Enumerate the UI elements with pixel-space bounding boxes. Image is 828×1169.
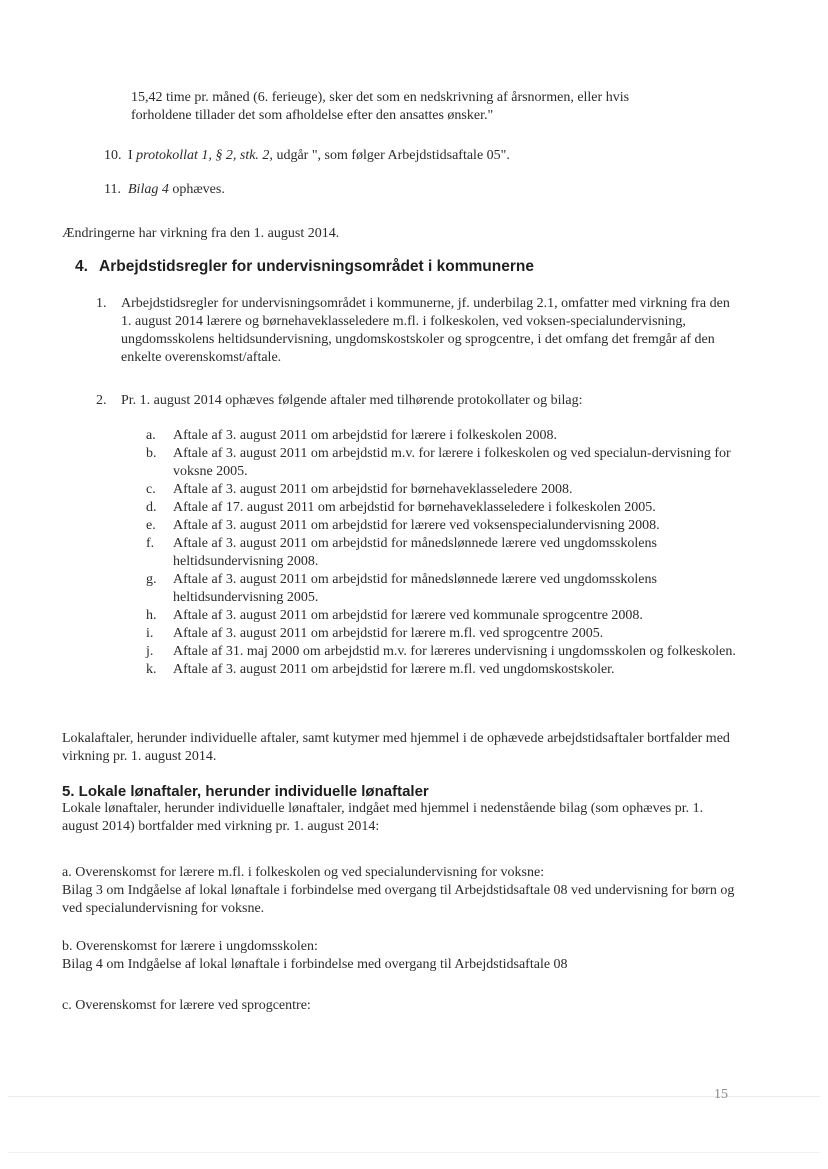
continuation-line-1: 15,42 time pr. måned (6. ferieuge), sker det som en nedskrivning af årsnormen, eller hvis xyxy=(131,90,630,105)
section-4-paragraph-1 xyxy=(96,295,736,367)
section-number: 4. xyxy=(75,258,88,275)
list-item xyxy=(146,571,736,607)
list-letter: b. xyxy=(146,446,157,461)
item-number: 10. xyxy=(104,148,122,163)
list-letter: f. xyxy=(146,536,155,551)
subsection-heading: c. Overenskomst for lærere ved sprogcentre: xyxy=(62,998,311,1013)
list-item xyxy=(146,481,736,499)
list-item xyxy=(146,535,736,571)
list-item-11 xyxy=(104,181,724,199)
item-italic-ref: Bilag 4 xyxy=(128,182,169,197)
list-item xyxy=(146,661,736,679)
section-4-heading xyxy=(75,258,755,276)
section-title: Arbejdstidsregler for undervisningsområdet i kommunerne xyxy=(99,258,534,275)
paragraph-text: Pr. 1. august 2014 ophæves følgende aftaler med tilhørende protokollater og bilag: xyxy=(121,393,583,408)
item-prefix: I xyxy=(128,148,137,163)
subsection-heading: a. Overenskomst for lærere m.fl. i folkeskolen og ved specialundervisning for voksne: xyxy=(62,865,545,880)
list-text: Aftale af 3. august 2011 om arbejdstid for lærere m.fl. ved sprogcentre 2005. xyxy=(173,626,604,641)
repealed-agreements-list xyxy=(146,427,736,679)
list-letter: j. xyxy=(146,644,154,659)
section-5-body: Lokale lønaftaler, herunder individuelle lønaftaler, indgået med hjemmel i nedenstående bilag (som ophæves pr. 1. august 2014) bortfalder med virkning pr. 1. august 2014: xyxy=(62,801,704,834)
item-number: 11. xyxy=(104,182,121,197)
list-letter: d. xyxy=(146,500,157,515)
page-number: 15 xyxy=(714,1087,728,1102)
subsection-heading: b. Overenskomst for lærere i ungdomsskolen: xyxy=(62,939,318,954)
list-text: Aftale af 17. august 2011 om arbejdstid for børnehaveklasseledere i folkeskolen 2005. xyxy=(173,500,656,515)
list-text: Aftale af 31. maj 2000 om arbejdstid m.v. for læreres undervisning i ungdomsskolen og folkeskolen. xyxy=(173,644,736,659)
change-effect-note: Ændringerne har virkning fra den 1. august 2014. xyxy=(62,226,340,241)
item-suffix: udgår ", som følger Arbejdstidsaftale 05". xyxy=(272,148,510,163)
list-item xyxy=(146,445,736,481)
list-text: Aftale af 3. august 2011 om arbejdstid m.v. for lærere i folkeskolen og ved specialun-dervisning for voksne 2005. xyxy=(173,446,731,479)
item-italic-ref: protokollat 1, § 2, stk. 2, xyxy=(136,148,273,163)
list-item xyxy=(146,643,736,661)
list-letter: e. xyxy=(146,518,156,533)
list-letter: i. xyxy=(146,626,154,641)
list-item xyxy=(146,607,736,625)
list-letter: k. xyxy=(146,662,157,677)
section-5-subsection-c xyxy=(62,997,742,1015)
list-text: Aftale af 3. august 2011 om arbejdstid for lærere m.fl. ved ungdomskostskoler. xyxy=(173,662,615,677)
continuation-text xyxy=(131,89,731,125)
list-text: Aftale af 3. august 2011 om arbejdstid for månedslønnede lærere ved ungdomsskolens heltidsundervisning 2005. xyxy=(173,572,657,605)
paragraph-text: Arbejdstidsregler for undervisningsområdet i kommunerne, jf. underbilag 2.1, omfatter med virkning fra den 1. august 2014 lærere og børnehaveklasseledere m.fl. i folkeskolen, ved voksen-specialundervisning, ungdomsskolens heltidsundervisning, ungdomskostskoler og sprogcentre, i det omfang det fremgår af den enkelte overenskomst/aftale. xyxy=(121,296,730,365)
continuation-line-2: forholdene tillader det som afholdelse efter den ansattes ønsker." xyxy=(131,108,494,123)
list-item xyxy=(146,625,736,643)
list-item xyxy=(146,427,736,445)
scan-edge-line xyxy=(8,1152,820,1153)
section-5-heading: 5. Lokale lønaftaler, herunder individuelle lønaftaler xyxy=(62,783,429,800)
list-letter: g. xyxy=(146,572,157,587)
subsection-text: Bilag 3 om Indgåelse af lokal lønaftale i forbindelse med overgang til Arbejdstidsaftale 08 ved undervisning for børn og ved specialundervisning for voksne. xyxy=(62,883,735,916)
list-item xyxy=(146,499,736,517)
list-item xyxy=(146,517,736,535)
list-text: Aftale af 3. august 2011 om arbejdstid for børnehaveklasseledere 2008. xyxy=(173,482,573,497)
list-letter: a. xyxy=(146,428,156,443)
list-item-10 xyxy=(104,147,724,165)
subsection-text: Bilag 4 om Indgåelse af lokal lønaftale i forbindelse med overgang til Arbejdstidsaftale 08 xyxy=(62,957,568,972)
list-letter: h. xyxy=(146,608,157,623)
footer-divider xyxy=(8,1096,820,1097)
list-text: Aftale af 3. august 2011 om arbejdstid for lærere ved voksenspecialundervisning 2008. xyxy=(173,518,660,533)
list-letter: c. xyxy=(146,482,156,497)
paragraph-number: 1. xyxy=(96,296,107,311)
section-5-subsection-a xyxy=(62,864,742,918)
list-text: Aftale af 3. august 2011 om arbejdstid for månedslønnede lærere ved ungdomsskolens heltidsundervisning 2008. xyxy=(173,536,657,569)
paragraph-number: 2. xyxy=(96,393,107,408)
section-4-paragraph-2 xyxy=(96,392,736,410)
item-suffix: ophæves. xyxy=(168,182,225,197)
local-agreements-note: Lokalaftaler, herunder individuelle aftaler, samt kutymer med hjemmel i de ophævede arbejdstidsaftaler bortfalder med virkning pr. 1. august 2014. xyxy=(62,731,730,764)
list-text: Aftale af 3. august 2011 om arbejdstid for lærere ved kommunale sprogcentre 2008. xyxy=(173,608,643,623)
section-5-subsection-b xyxy=(62,938,742,974)
list-text: Aftale af 3. august 2011 om arbejdstid for lærere i folkeskolen 2008. xyxy=(173,428,557,443)
